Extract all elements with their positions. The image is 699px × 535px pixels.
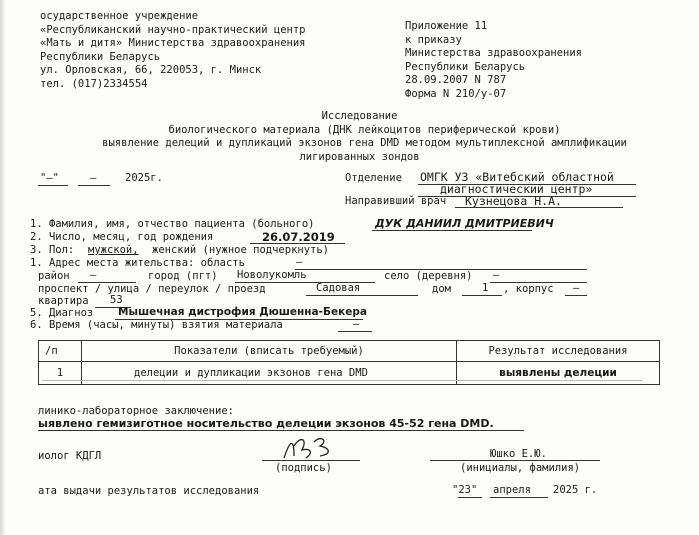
department-value-2: диагностический центр» bbox=[440, 182, 593, 196]
results-table bbox=[38, 340, 660, 385]
signer-name: Юшко Е.Ю. bbox=[490, 448, 547, 460]
apartment-label: квартира bbox=[38, 295, 89, 307]
request-day: "–" bbox=[40, 172, 59, 184]
issue-day: "23" bbox=[452, 484, 478, 496]
signer-role: иолог КДГЛ bbox=[38, 450, 102, 462]
appendix-line-3: Министерства здравоохранения bbox=[405, 47, 583, 59]
referring-doctor: Кузнецова Н.А. bbox=[465, 194, 562, 208]
sex-male-selected: мужской, bbox=[88, 244, 139, 256]
request-month: – bbox=[90, 172, 97, 184]
institution-line-2: «Республиканский научно-практический центр bbox=[40, 23, 306, 36]
birth-date: 26.07.2019 bbox=[262, 230, 335, 244]
conclusion-label: линико-лабораторное заключение: bbox=[38, 405, 234, 417]
doctor-label: Направивший врач bbox=[345, 195, 447, 207]
institution-line-3: «Мать и дитя» Министерства здравоохранения bbox=[40, 37, 306, 49]
patient-name-label: 1. Фамилия, имя, отчество пациента (больного) bbox=[30, 218, 315, 230]
department-value-1: ОМГК УЗ «Витебский областной bbox=[420, 170, 614, 184]
address-region: – bbox=[296, 256, 303, 268]
village-label: село (деревня) bbox=[384, 270, 473, 282]
table-header-index: Показатели (вписать требуемый) bbox=[82, 341, 457, 362]
issue-year: 2025 г. bbox=[553, 484, 598, 496]
department-label: Отделение bbox=[345, 172, 402, 184]
district-label: район bbox=[38, 270, 70, 282]
title-line-3: выявление делеций и дупликаций экзонов гена DMD методом мультиплексной амплификации bbox=[102, 137, 627, 149]
sex-label: 3. Пол: bbox=[30, 244, 75, 256]
diagnosis-value: Мышечная дистрофия Дюшенна-Бекера bbox=[118, 306, 367, 318]
corpus-label: , корпус bbox=[503, 283, 554, 295]
appendix-line-2: к приказу bbox=[405, 33, 462, 46]
institution-phone: тел. (017)2334554 bbox=[40, 77, 148, 90]
district-value: – bbox=[90, 269, 97, 281]
conclusion-text: ыявлено гемизиготное носительство делеции экзонов 45-52 гена DMD. bbox=[38, 417, 494, 430]
house-label: дом bbox=[432, 283, 451, 295]
apartment-value: 53 bbox=[110, 294, 123, 306]
city-label: город (пгт) bbox=[148, 270, 218, 282]
table-row-number: 1 bbox=[39, 362, 82, 385]
patient-name: ДУК ДАНИИЛ ДМИТРИЕВИЧ bbox=[375, 217, 554, 230]
request-year: 2025г. bbox=[125, 172, 163, 184]
institution-address: ул. Орловская, 66, 220053, г. Минск bbox=[40, 64, 262, 76]
issue-date-label: ата выдачи результатов исследования bbox=[38, 485, 260, 497]
appendix-order-date: 28.09.2007 N 787 bbox=[405, 74, 507, 86]
institution-line-1: осударственное учреждение bbox=[40, 10, 199, 22]
sex-options-note: женский (нужное подчеркнуть) bbox=[152, 244, 330, 256]
sampling-time-label: 6. Время (часы, минуты) взятия материала bbox=[30, 319, 283, 331]
sampling-time-value: – bbox=[353, 318, 360, 330]
appendix-form-number: Форма N 210/у-07 bbox=[405, 87, 507, 100]
street-label: проспект / улица / переулок / проезд bbox=[38, 283, 266, 295]
city-value: Новолукомль bbox=[237, 269, 307, 281]
table-header-result: Результат исследования bbox=[457, 341, 660, 362]
village-value: – bbox=[493, 269, 500, 281]
scan-edge-shadow bbox=[0, 0, 6, 535]
table-row-index: делеции и дупликации экзонов гена DMD bbox=[82, 362, 457, 385]
signature-caption: (подпись) bbox=[275, 462, 332, 474]
table-header-number: /п bbox=[39, 341, 82, 362]
institution-block bbox=[40, 10, 306, 91]
appendix-line-1: Приложение 11 bbox=[405, 20, 488, 32]
document-title bbox=[0, 110, 699, 164]
birth-label: 2. Число, месяц, год рождения bbox=[30, 231, 214, 243]
diagnosis-label: 5. Диагноз bbox=[30, 307, 94, 319]
table-row-result: выявлены делеции bbox=[457, 362, 660, 385]
signer-name-caption: (инициалы, фамилия) bbox=[460, 462, 581, 474]
appendix-line-4: Республики Беларусь bbox=[405, 60, 526, 73]
corpus-value: – bbox=[573, 282, 580, 294]
street-value: Садовая bbox=[316, 282, 361, 294]
title-line-2: биологического материала (ДНК лейкоцитов периферической крови) bbox=[168, 123, 561, 136]
title-line-1: Исследование bbox=[321, 110, 398, 122]
institution-line-4: Республики Беларусь bbox=[40, 50, 161, 63]
appendix-block bbox=[405, 20, 582, 101]
title-line-4: лигированных зондов bbox=[299, 150, 420, 163]
table-header-row bbox=[39, 341, 660, 362]
issue-month: апреля bbox=[493, 484, 531, 496]
table-row bbox=[39, 362, 660, 385]
house-value: 1 bbox=[482, 282, 489, 294]
address-label: 1. Адрес места жительства: область bbox=[30, 257, 245, 269]
